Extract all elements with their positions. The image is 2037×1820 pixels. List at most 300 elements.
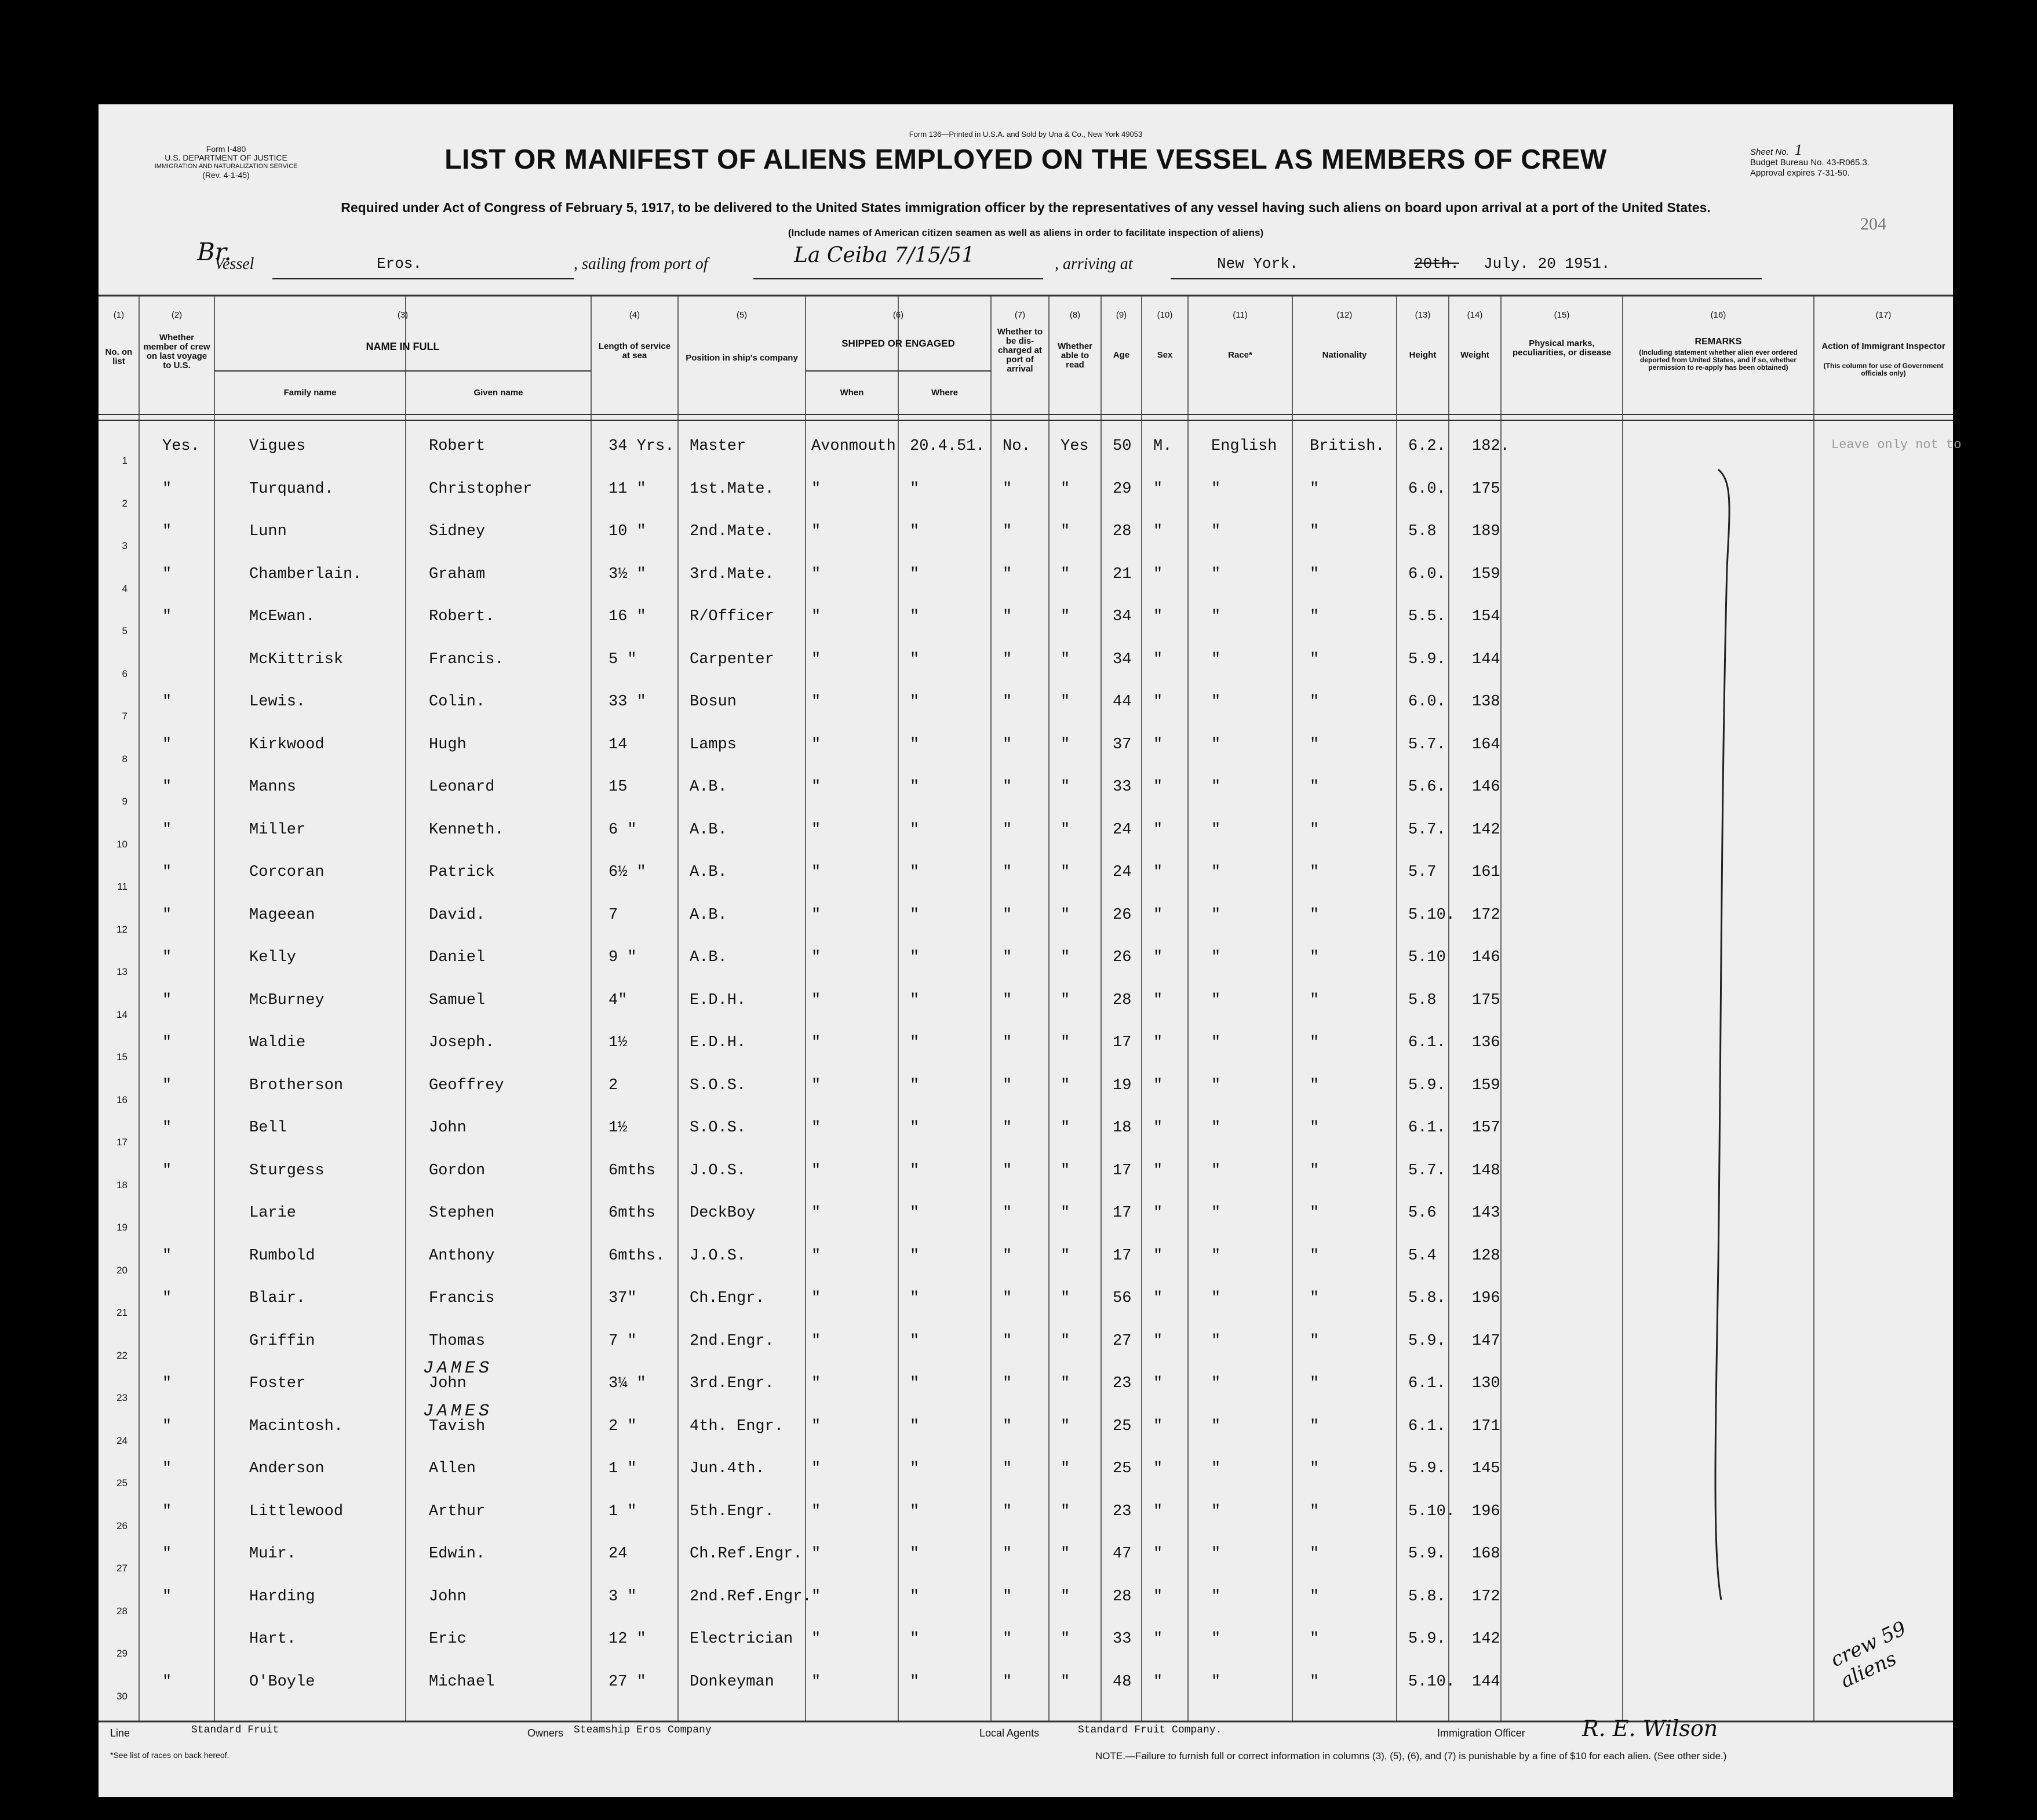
cell-read: "	[1061, 1630, 1070, 1648]
cell-sex: "	[1153, 778, 1163, 796]
row-number: 2	[122, 497, 127, 509]
footer-owners-value: Steamship Eros Company	[574, 1724, 712, 1736]
cell-age: 24	[1113, 864, 1132, 881]
cell-when: "	[811, 736, 821, 754]
cell-age: 18	[1113, 1119, 1132, 1137]
cell-nat: "	[1310, 480, 1320, 498]
cell-read: "	[1061, 650, 1070, 668]
cell-given: Edwin.	[429, 1545, 486, 1563]
cell-position: E.D.H.	[690, 991, 746, 1009]
hdr-position: Position in ship's company	[686, 353, 798, 363]
cell-family: Sturgess	[249, 1162, 325, 1180]
colnum-13: (13)	[1415, 310, 1431, 320]
cell-when: "	[811, 1460, 821, 1477]
cell-when: "	[811, 778, 821, 796]
cell-race: "	[1211, 1332, 1221, 1350]
manifest-sheet	[99, 104, 1962, 1797]
footer-officer-label: Immigration Officer	[1437, 1727, 1525, 1739]
cell-position: J.O.S.	[690, 1162, 746, 1180]
colnum-8: (8)	[1069, 310, 1081, 320]
cell-when: "	[811, 1417, 821, 1435]
hdr-shipped-engaged: SHIPPED OR ENGAGED	[841, 338, 955, 349]
cell-age: 34	[1113, 650, 1132, 668]
cell-family: McKittrisk	[249, 650, 344, 668]
cell-given: Robert.	[429, 608, 495, 625]
hdr-family-name: Family name	[283, 388, 337, 398]
cell-when: "	[811, 1502, 821, 1520]
cell-prev: "	[162, 1290, 172, 1307]
hdr-action-detail: (This column for use of Government officials only)	[1823, 362, 1944, 377]
hdr-given-name: Given name	[473, 388, 523, 398]
cell-where: "	[910, 608, 920, 625]
cell-position: 1st.Mate.	[690, 480, 774, 498]
cell-disch: "	[1003, 1162, 1012, 1180]
cell-when: "	[811, 1588, 821, 1606]
cell-age: 27	[1113, 1332, 1132, 1350]
cell-action: Leave only not to	[1831, 438, 1962, 452]
cell-read: "	[1061, 1417, 1070, 1435]
page-stamp: 204	[1860, 214, 1886, 234]
cell-race: "	[1211, 949, 1221, 966]
cell-position: 4th. Engr.	[690, 1417, 784, 1435]
cell-weight: 171	[1472, 1417, 1500, 1435]
hdr-weight: Weight	[1460, 350, 1489, 360]
cell-family: Kelly	[249, 949, 297, 966]
cell-weight: 161	[1472, 864, 1500, 881]
cell-sex: "	[1153, 693, 1163, 711]
cell-sex: "	[1153, 991, 1163, 1009]
cell-position: R/Officer	[690, 608, 774, 625]
cell-disch: "	[1003, 906, 1012, 924]
cell-where: "	[910, 1375, 920, 1392]
cell-sex: "	[1153, 480, 1163, 498]
cell-weight: 142	[1472, 1630, 1500, 1648]
approval-expiry: Approval expires 7-31-50.	[1750, 168, 1850, 178]
cell-family: Brotherson	[249, 1076, 344, 1094]
row-number: 19	[116, 1222, 127, 1233]
cell-prev: "	[162, 864, 172, 881]
cell-when: "	[811, 1630, 821, 1648]
cell-weight: 146	[1472, 778, 1500, 796]
cell-when: "	[811, 480, 821, 498]
hdr-discharged: Whether to be dis-charged at port of arrival	[997, 327, 1043, 374]
cell-family: Muir.	[249, 1545, 297, 1563]
cell-race: "	[1211, 608, 1221, 625]
cell-height: 5.4	[1408, 1247, 1437, 1265]
cell-where: "	[910, 1162, 920, 1180]
cell-sex: "	[1153, 1375, 1163, 1392]
cell-position: DeckBoy	[690, 1204, 756, 1222]
cell-nat: "	[1310, 1375, 1320, 1392]
cell-service: 27 "	[608, 1673, 646, 1691]
cell-weight: 172	[1472, 1588, 1500, 1606]
cell-service: 5 "	[608, 650, 637, 668]
cell-prev: "	[162, 949, 172, 966]
cell-disch: "	[1003, 1673, 1012, 1691]
cell-prev: "	[162, 778, 172, 796]
row-number: 13	[116, 966, 127, 977]
cell-where: "	[910, 821, 920, 839]
cell-family: Rumbold	[249, 1247, 315, 1265]
cell-disch: "	[1003, 523, 1012, 540]
cell-given: Geoffrey	[429, 1076, 504, 1094]
cell-position: J.O.S.	[690, 1247, 746, 1265]
cell-race: "	[1211, 1204, 1221, 1222]
cell-where: "	[910, 480, 920, 498]
cell-prev: "	[162, 1034, 172, 1051]
cell-sex: "	[1153, 1673, 1163, 1691]
cell-where: "	[910, 1417, 920, 1435]
cell-position: A.B.	[690, 864, 727, 881]
colnum-16: (16)	[1710, 310, 1726, 320]
cell-disch: "	[1003, 1502, 1012, 1520]
cell-sex: "	[1153, 1460, 1163, 1477]
cell-when: "	[811, 1290, 821, 1307]
cell-sex: "	[1153, 1332, 1163, 1350]
cell-height: 5.9.	[1408, 1332, 1446, 1350]
cell-nat: "	[1310, 1332, 1320, 1350]
cell-race: "	[1211, 821, 1221, 839]
cell-position: E.D.H.	[690, 1034, 746, 1051]
cell-race: "	[1211, 1034, 1221, 1051]
cell-weight: 136	[1472, 1034, 1500, 1051]
cell-height: 5.7.	[1408, 1162, 1446, 1180]
cell-prev: "	[162, 1588, 172, 1606]
cell-age: 21	[1113, 565, 1132, 583]
cell-disch: No.	[1003, 438, 1031, 455]
cell-nat: "	[1310, 1673, 1320, 1691]
binder-hole	[64, 585, 96, 618]
hdr-remarks: REMARKS	[1695, 337, 1742, 347]
cell-given: Daniel	[429, 949, 486, 966]
cell-service: 3½ "	[608, 565, 646, 583]
cell-age: 48	[1113, 1673, 1132, 1691]
footer-agents-value: Standard Fruit Company.	[1078, 1724, 1222, 1736]
cell-prev: "	[162, 565, 172, 583]
cell-prev: "	[162, 1162, 172, 1180]
hdr-when: When	[840, 388, 864, 398]
cell-prev: "	[162, 991, 172, 1009]
cell-disch: "	[1003, 1290, 1012, 1307]
cell-sex: "	[1153, 1162, 1163, 1180]
cell-disch: "	[1003, 1588, 1012, 1606]
cell-sex: "	[1153, 1290, 1163, 1307]
cell-weight: 175	[1472, 991, 1500, 1009]
cell-service: 6mths	[608, 1162, 656, 1180]
cell-height: 6.1.	[1408, 1119, 1446, 1137]
cell-when: "	[811, 991, 821, 1009]
arrival-date: July. 20 1951.	[1484, 255, 1610, 272]
cell-position: Electrician	[690, 1630, 793, 1648]
cell-service: 15	[608, 778, 628, 796]
cell-service: 3 "	[608, 1588, 637, 1606]
form-title: LIST OR MANIFEST OF ALIENS EMPLOYED ON THE VESSEL AS MEMBERS OF CREW	[444, 144, 1607, 175]
cell-weight: 145	[1472, 1460, 1500, 1477]
cell-family: Anderson	[249, 1460, 325, 1477]
cell-sex: "	[1153, 1204, 1163, 1222]
cell-family: Foster	[249, 1375, 306, 1392]
cell-when: "	[811, 523, 821, 540]
hdr-physical-marks: Physical marks, peculiarities, or disease	[1512, 338, 1612, 358]
cell-family: Lunn	[249, 523, 287, 540]
cell-sex: "	[1153, 1630, 1163, 1648]
given-name-correction: JAMES	[423, 1359, 493, 1378]
cell-prev: "	[162, 1502, 172, 1520]
vessel-label: Vessel	[214, 255, 254, 273]
cell-where: "	[910, 991, 920, 1009]
cell-disch: "	[1003, 1076, 1012, 1094]
row-number: 1	[122, 455, 127, 466]
cell-race: "	[1211, 1290, 1221, 1307]
cell-prev: "	[162, 906, 172, 924]
cell-disch: "	[1003, 1332, 1012, 1350]
cell-when: "	[811, 1545, 821, 1563]
cell-service: 37"	[608, 1290, 637, 1307]
cell-age: 44	[1113, 693, 1132, 711]
cell-position: Bosun	[690, 693, 737, 711]
cell-where: "	[910, 949, 920, 966]
row-number: 25	[116, 1477, 127, 1488]
cell-read: "	[1061, 1162, 1070, 1180]
cell-given: Stephen	[429, 1204, 495, 1222]
hdr-height: Height	[1409, 350, 1437, 360]
row-number: 26	[116, 1520, 127, 1531]
cell-prev: "	[162, 480, 172, 498]
department-name: U.S. DEPARTMENT OF JUSTICE	[165, 153, 287, 162]
cell-family: Turquand.	[249, 480, 334, 498]
cell-height: 6.1.	[1408, 1417, 1446, 1435]
cell-position: A.B.	[690, 821, 727, 839]
cell-where: "	[910, 1630, 920, 1648]
cell-nat: "	[1310, 1290, 1320, 1307]
cell-service: 24	[608, 1545, 628, 1563]
cell-race: "	[1211, 1460, 1221, 1477]
hdr-no-on-list: No. on list	[105, 347, 133, 366]
cell-nat: "	[1310, 608, 1320, 625]
cell-when: "	[811, 949, 821, 966]
cell-service: 33 "	[608, 693, 646, 711]
cell-weight: 142	[1472, 821, 1500, 839]
cell-disch: "	[1003, 1545, 1012, 1563]
cell-read: "	[1061, 1375, 1070, 1392]
cell-service: 6mths	[608, 1204, 656, 1222]
cell-read: "	[1061, 736, 1070, 754]
hdr-remarks-detail: (Including statement whether alien ever ordered deported from United States, and if so, whether permission to re-apply has been obtained)	[1639, 348, 1798, 372]
cell-when: "	[811, 906, 821, 924]
arriving-port: New York.	[1217, 255, 1299, 272]
cell-service: 10 "	[608, 523, 646, 540]
cell-when: "	[811, 1375, 821, 1392]
cell-nat: "	[1310, 693, 1320, 711]
row-number: 23	[116, 1392, 127, 1403]
cell-family: Kirkwood	[249, 736, 325, 754]
cell-weight: 144	[1472, 650, 1500, 668]
cell-service: 2	[608, 1076, 618, 1094]
cell-where: "	[910, 736, 920, 754]
cell-prev: "	[162, 523, 172, 540]
cell-read: Yes	[1061, 438, 1089, 455]
cell-sex: "	[1153, 736, 1163, 754]
cell-age: 17	[1113, 1204, 1132, 1222]
cell-where: "	[910, 1502, 920, 1520]
cell-where: "	[910, 1545, 920, 1563]
row-number: 8	[122, 753, 127, 765]
cell-race: "	[1211, 1588, 1221, 1606]
cell-given: Hugh	[429, 736, 467, 754]
cell-where: "	[910, 864, 920, 881]
cell-family: Harding	[249, 1588, 315, 1606]
cell-sex: "	[1153, 1034, 1163, 1051]
cell-where: "	[910, 650, 920, 668]
colnum-17: (17)	[1875, 310, 1892, 320]
cell-height: 6.2.	[1408, 438, 1446, 455]
cell-read: "	[1061, 1034, 1070, 1051]
cell-race: "	[1211, 1673, 1221, 1691]
hdr-sex: Sex	[1157, 350, 1173, 360]
cell-race: "	[1211, 864, 1221, 881]
cell-disch: "	[1003, 650, 1012, 668]
cell-service: 2 "	[608, 1417, 637, 1435]
cell-read: "	[1061, 1076, 1070, 1094]
cell-weight: 154	[1472, 608, 1500, 625]
cell-nat: "	[1310, 949, 1320, 966]
cell-given: Arthur	[429, 1502, 486, 1520]
cell-where: "	[910, 1290, 920, 1307]
cell-position: A.B.	[690, 778, 727, 796]
cell-position: 3rd.Mate.	[690, 565, 774, 583]
cell-height: 6.1.	[1408, 1375, 1446, 1392]
cell-race: "	[1211, 650, 1221, 668]
cell-service: 9 "	[608, 949, 637, 966]
hdr-length-of-service: Length of service at sea	[598, 341, 671, 361]
cell-where: "	[910, 565, 920, 583]
cell-disch: "	[1003, 480, 1012, 498]
arriving-label: , arriving at	[1055, 255, 1133, 273]
cell-given: Sidney	[429, 523, 486, 540]
cell-read: "	[1061, 1588, 1070, 1606]
cell-height: 5.10.	[1408, 1673, 1456, 1691]
cell-height: 5.8	[1408, 523, 1437, 540]
cell-height: 5.10	[1408, 949, 1446, 966]
cell-service: 3¼ "	[608, 1375, 646, 1392]
cell-nat: "	[1310, 778, 1320, 796]
cell-race: "	[1211, 1247, 1221, 1265]
colnum-2: (2)	[171, 310, 183, 320]
remarks-ditto-line	[99, 104, 1953, 1797]
cell-sex: "	[1153, 1502, 1163, 1520]
cell-race: "	[1211, 1119, 1221, 1137]
cell-race: "	[1211, 693, 1221, 711]
row-number: 22	[116, 1349, 127, 1361]
cell-height: 5.6.	[1408, 778, 1446, 796]
cell-sex: "	[1153, 906, 1163, 924]
cell-sex: "	[1153, 608, 1163, 625]
sheet-number: 1	[1794, 141, 1802, 158]
cell-height: 5.8.	[1408, 1290, 1446, 1307]
cell-nat: "	[1310, 736, 1320, 754]
sailing-label: , sailing from port of	[574, 255, 708, 273]
cell-weight: 196	[1472, 1502, 1500, 1520]
cell-where: 20.4.51.	[910, 438, 985, 455]
cell-weight: 172	[1472, 906, 1500, 924]
cell-height: 5.7	[1408, 864, 1437, 881]
hdr-able-to-read: Whether able to read	[1058, 341, 1092, 370]
cell-when: "	[811, 1034, 821, 1051]
cell-where: "	[910, 1673, 920, 1691]
cell-nat: "	[1310, 650, 1320, 668]
cell-nat: "	[1310, 1545, 1320, 1563]
cell-age: 25	[1113, 1417, 1132, 1435]
form-number: Form I-480	[206, 144, 246, 154]
cell-nat: "	[1310, 1460, 1320, 1477]
hdr-nationality: Nationality	[1322, 350, 1367, 360]
cell-prev: "	[162, 1417, 172, 1435]
row-number: 6	[122, 668, 127, 679]
officer-signature: R. E. Wilson	[1582, 1716, 1718, 1741]
cell-position: Ch.Engr.	[690, 1290, 765, 1307]
row-number: 29	[116, 1648, 127, 1659]
cell-sex: "	[1153, 949, 1163, 966]
cell-service: 34 Yrs.	[608, 438, 675, 455]
cell-age: 28	[1113, 523, 1132, 540]
vessel-name: Eros.	[377, 255, 422, 272]
binder-hole	[64, 209, 96, 241]
binder-hole	[64, 1577, 96, 1609]
cell-read: "	[1061, 1204, 1070, 1222]
cell-sex: "	[1153, 821, 1163, 839]
cell-position: Donkeyman	[690, 1673, 774, 1691]
cell-nat: "	[1310, 1588, 1320, 1606]
colnum-11: (11)	[1233, 310, 1248, 320]
cell-nat: "	[1310, 864, 1320, 881]
colnum-15: (15)	[1554, 310, 1570, 320]
cell-service: 7	[608, 906, 618, 924]
colnum-10: (10)	[1157, 310, 1173, 320]
cell-disch: "	[1003, 693, 1012, 711]
cell-weight: 147	[1472, 1332, 1500, 1350]
cell-race: "	[1211, 1502, 1221, 1520]
cell-family: Waldie	[249, 1034, 306, 1051]
cell-service: 6½ "	[608, 864, 646, 881]
cell-family: Littlewood	[249, 1502, 344, 1520]
cell-given: Graham	[429, 565, 486, 583]
binder-hole	[64, 1281, 96, 1313]
cell-sex: "	[1153, 565, 1163, 583]
cell-weight: 189	[1472, 523, 1500, 540]
row-number: 12	[116, 923, 127, 935]
cell-prev: "	[162, 1460, 172, 1477]
cell-when: "	[811, 608, 821, 625]
cell-position: Ch.Ref.Engr.	[690, 1545, 803, 1563]
cell-service: 16 "	[608, 608, 646, 625]
cell-disch: "	[1003, 778, 1012, 796]
cell-given: Francis.	[429, 650, 504, 668]
cell-disch: "	[1003, 864, 1012, 881]
cell-where: "	[910, 1332, 920, 1350]
cell-height: 5.9.	[1408, 1630, 1446, 1648]
cell-where: "	[910, 1034, 920, 1051]
row-number: 14	[116, 1009, 127, 1020]
cell-when: "	[811, 693, 821, 711]
cell-service: 7 "	[608, 1332, 637, 1350]
cell-nat: "	[1310, 991, 1320, 1009]
cell-age: 28	[1113, 1588, 1132, 1606]
cell-given: Samuel	[429, 991, 486, 1009]
cell-weight: 168	[1472, 1545, 1500, 1563]
cell-race: "	[1211, 523, 1221, 540]
cell-weight: 164	[1472, 736, 1500, 754]
cell-race: "	[1211, 1417, 1221, 1435]
